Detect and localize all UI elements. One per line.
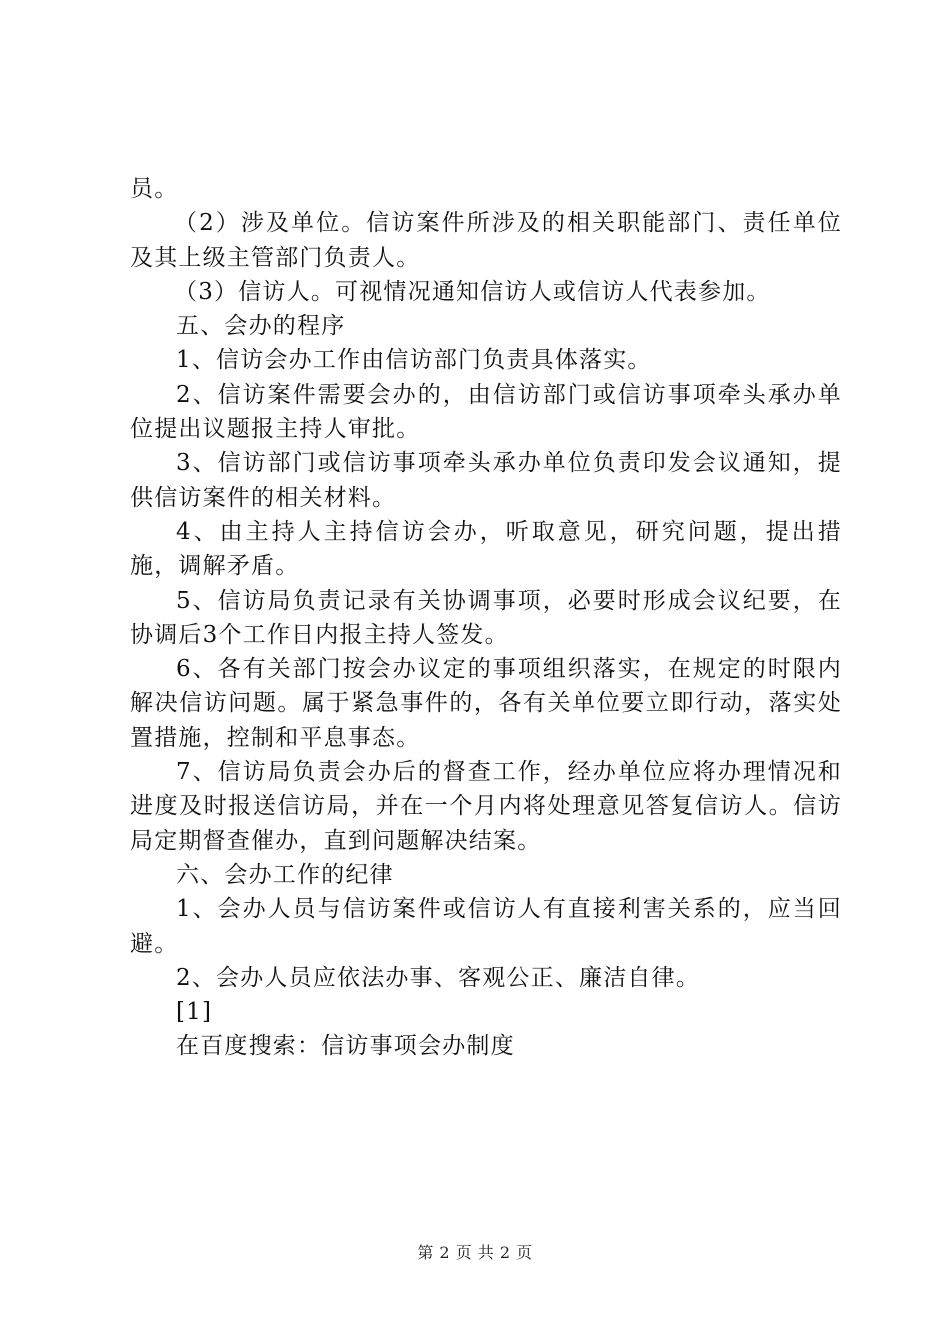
paragraph-procedure-4: 4、由主持人主持信访会办，听取意见，研究问题，提出措施，调解矛盾。	[130, 518, 842, 580]
paragraph-procedure-6: 6、各有关部门按会办议定的事项组织落实，在规定的时限内解决信访问题。属于紧急事件的，各有关单位要立即行动，落实处置措施，控制和平息事态。	[130, 656, 842, 751]
paragraph-item-2: （2）涉及单位。信访案件所涉及的相关职能部门、责任单位及其上级主管部门负责人。	[130, 210, 842, 271]
reference-marker: [1]	[176, 999, 213, 1026]
paragraph-discipline-1: 1、会办人员与信访案件或信访人有直接利害关系的，应当回避。	[130, 896, 842, 957]
paragraph-procedure-2: 2、信访案件需要会办的，由信访部门或信访事项牵头承办单位提出议题报主持人审批。	[130, 381, 842, 443]
paragraph-procedure-3: 3、信访部门或信访事项牵头承办单位负责印发会议通知，提供信访案件的相关材料。	[130, 450, 842, 511]
section-heading-discipline: 六、会办工作的纪律	[176, 861, 394, 888]
paragraph-continuation: 员。	[130, 176, 179, 202]
paragraph-discipline-2: 2、会办人员应依法办事、客观公正、廉洁自律。	[176, 964, 701, 991]
paragraph-procedure-5: 5、信访局负责记录有关协调事项，必要时形成会议纪要，在协调后3个工作日内报主持人签发。	[130, 587, 842, 648]
paragraph-procedure-7: 7、信访局负责会办后的督查工作，经办单位应将办理情况和进度及时报送信访局，并在一个月内将处理意见答复信访人。信访局定期督查催办，直到问题解决结案。	[130, 759, 842, 854]
section-heading-procedure: 五、会办的程序	[176, 313, 346, 340]
paragraph-procedure-1: 1、信访会办工作由信访部门负责具体落实。	[176, 347, 652, 374]
page-footer: 第 2 页 共 2 页	[417, 1243, 533, 1262]
paragraph-item-3: （3）信访人。可视情况通知信访人或信访人代表参加。	[174, 278, 771, 305]
search-note: 在百度搜索：信访事项会办制度	[176, 1033, 515, 1060]
document-body	[130, 172, 842, 1064]
